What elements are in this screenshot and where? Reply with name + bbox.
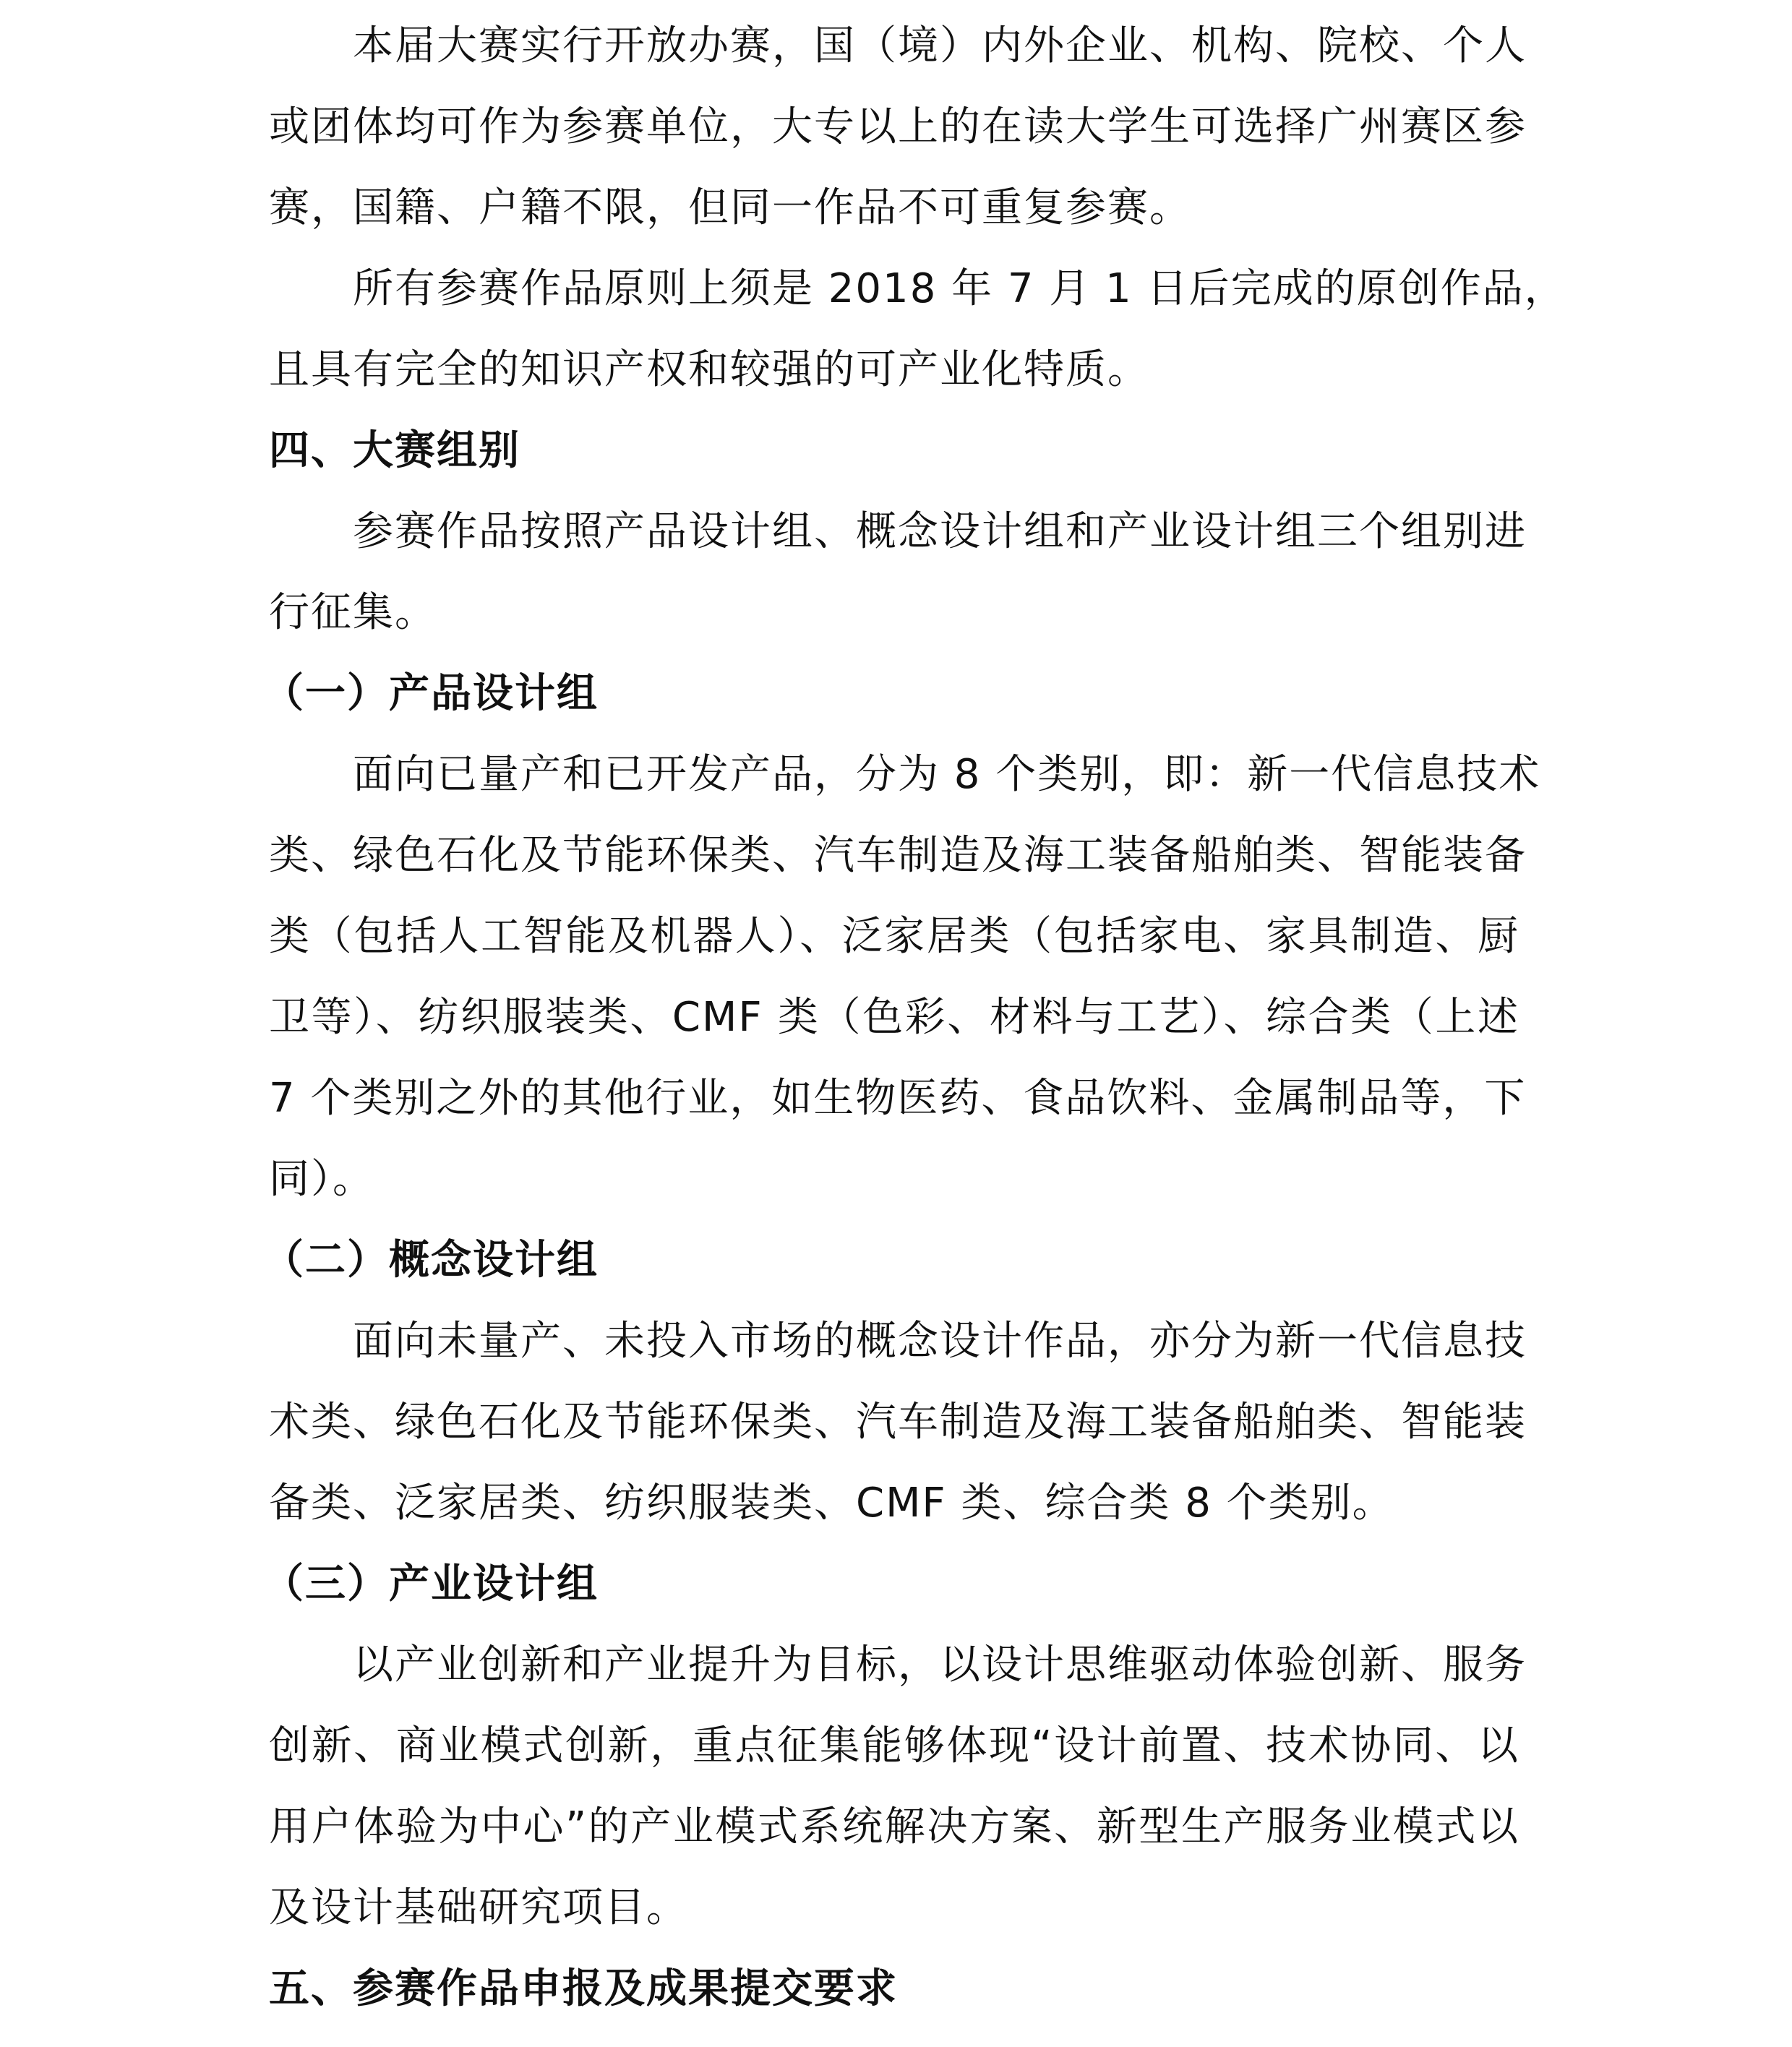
paragraph-line: 类（包括人工智能及机器人）、泛家居类（包括家电、家具制造、厨 [269,913,1519,960]
paragraph-line: 7 个类别之外的其他行业，如生物医药、食品饮料、金属制品等，下 [269,1075,1527,1122]
paragraph-line: 行征集。 [269,589,437,636]
paragraph-line: 创新、商业模式创新，重点征集能够体现“设计前置、技术协同、以 [269,1722,1519,1769]
paragraph-line: 及设计基础研究项目。 [269,1884,688,1931]
section-heading: 五、参赛作品申报及成果提交要求 [269,1965,898,2012]
paragraph-line: 赛，国籍、户籍不限，但同一作品不可重复参赛。 [269,184,1191,231]
subsection-heading: （三）产业设计组 [263,1561,599,1608]
subsection-heading: （一）产品设计组 [263,670,599,717]
paragraph-line: 本届大赛实行开放办赛，国（境）内外企业、机构、院校、个人 [353,22,1527,69]
subsection-heading: （二）概念设计组 [263,1237,599,1284]
paragraph-line: 类、绿色石化及节能环保类、汽车制造及海工装备船舶类、智能装备 [269,832,1527,879]
paragraph-line: 面向已量产和已开发产品，分为 8 个类别，即：新一代信息技术 [353,751,1541,798]
paragraph-line: 参赛作品按照产品设计组、概念设计组和产业设计组三个组别进 [353,508,1527,555]
paragraph-line: 且具有完全的知识产权和较强的可产业化特质。 [269,346,1149,393]
paragraph-line: 术类、绿色石化及节能环保类、汽车制造及海工装备船舶类、智能装 [269,1399,1527,1446]
paragraph-line: 面向未量产、未投入市场的概念设计作品，亦分为新一代信息技 [353,1318,1527,1365]
paragraph-line: 备类、泛家居类、纺织服装类、CMF 类、综合类 8 个类别。 [269,1480,1394,1527]
paragraph-line: 或团体均可作为参赛单位，大专以上的在读大学生可选择广州赛区参 [269,103,1527,150]
paragraph-line: 以产业创新和产业提升为目标，以设计思维驱动体验创新、服务 [353,1642,1527,1688]
paragraph-line: 用户体验为中心”的产业模式系统解决方案、新型生产服务业模式以 [269,1803,1519,1850]
section-heading: 四、大赛组别 [269,427,520,474]
paragraph-line: 所有参赛作品原则上须是 2018 年 7 月 1 日后完成的原创作品， [353,265,1566,312]
paragraph-line: 同）。 [269,1156,374,1203]
paragraph-line: 卫等）、纺织服装类、CMF 类（色彩、材料与工艺）、综合类（上述 [269,994,1519,1041]
document-page [263,0,1566,2047]
